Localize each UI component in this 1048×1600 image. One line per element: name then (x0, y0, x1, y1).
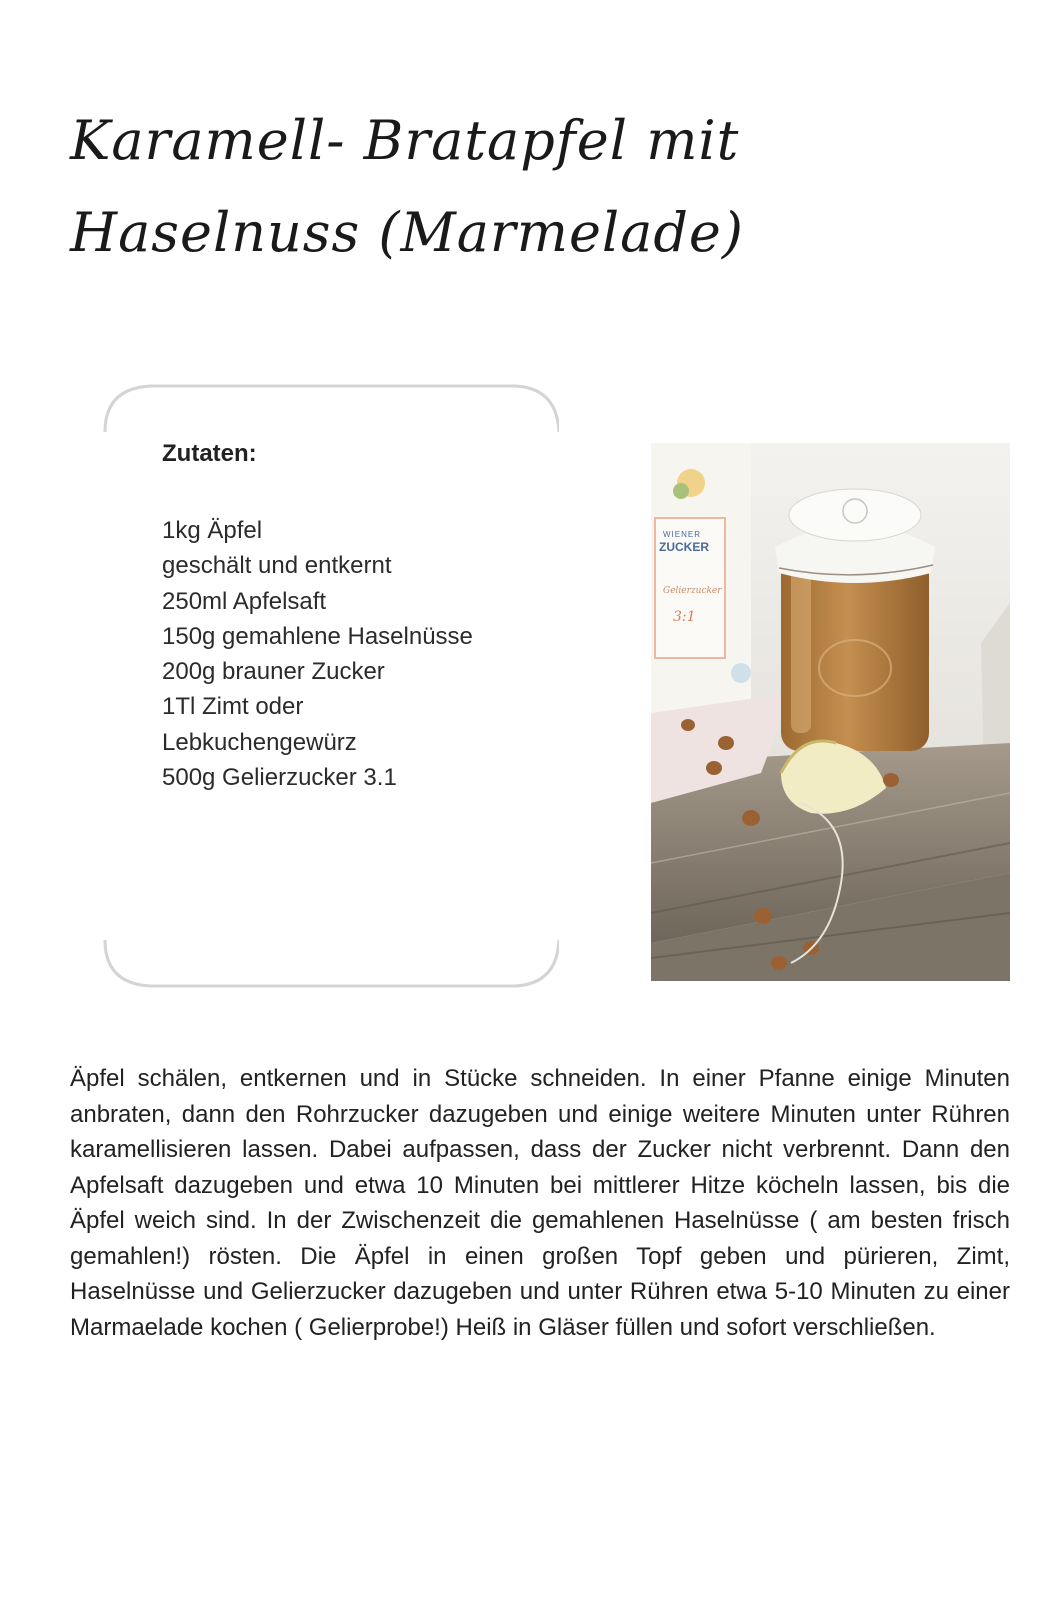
photo-illustration (651, 443, 1010, 981)
ingredient-item: 200g brauner Zucker (162, 658, 385, 686)
package-ratio: 3:1 (673, 609, 696, 625)
ingredient-item: 1kg Äpfel (162, 517, 263, 544)
recipe-title (70, 95, 970, 279)
package-product: Gelierzucker (663, 586, 722, 596)
ingredients-list (162, 513, 473, 795)
package-brand-small: WIENER (663, 530, 701, 539)
ingredients-heading: Zutaten: (162, 440, 257, 467)
gelierzucker-package (651, 443, 751, 713)
jam-jar-photo (651, 443, 1010, 981)
instructions-paragraph: Äpfel schälen, entkernen und in Stücke schneiden. In einer Pfanne einige Minuten anbraten, dann den Rohrzucker dazugeben und einige weitere Minuten unter Rühren karamellisieren lassen. Dabei aufpassen, dass der Zucker nicht verbrennt. Dann den Apfelsaft dazugeben und etwa 10 Minuten bei mittlerer Hitze köcheln lassen, bis die Äpfel weich sind. In der Zwischenzeit die gemahlenen Haselnüsse ( am besten frisch gemahlen!) rösten. Die Äpfel in einen großen Topf geben und pürieren, Zimt, Haselnüsse und Gelierzucker dazugeben und unter Rühren etwa 5-10 Minuten zu einer Marmaelade kochen ( Gelierprobe!) Heiß in Gläser füllen und sofort verschließen. (70, 1065, 1010, 1341)
ingredient-item: 150g gemahlene Haselnüsse (162, 622, 473, 650)
title-line-2: Haselnuss (Marmelade) (70, 201, 744, 264)
title-line-1: Karamell- Bratapfel mit (70, 109, 740, 172)
jam-jar (775, 489, 935, 751)
ingredient-item: 1Tl Zimt oder (162, 693, 304, 721)
ingredient-item: geschält und entkernt (162, 552, 392, 580)
package-brand: ZUCKER (659, 540, 709, 554)
ingredient-item: Lebkuchengewürz (162, 728, 357, 756)
ingredient-item: 250ml Apfelsaft (162, 587, 327, 615)
ingredient-item: 500g Gelierzucker 3.1 (162, 764, 397, 792)
